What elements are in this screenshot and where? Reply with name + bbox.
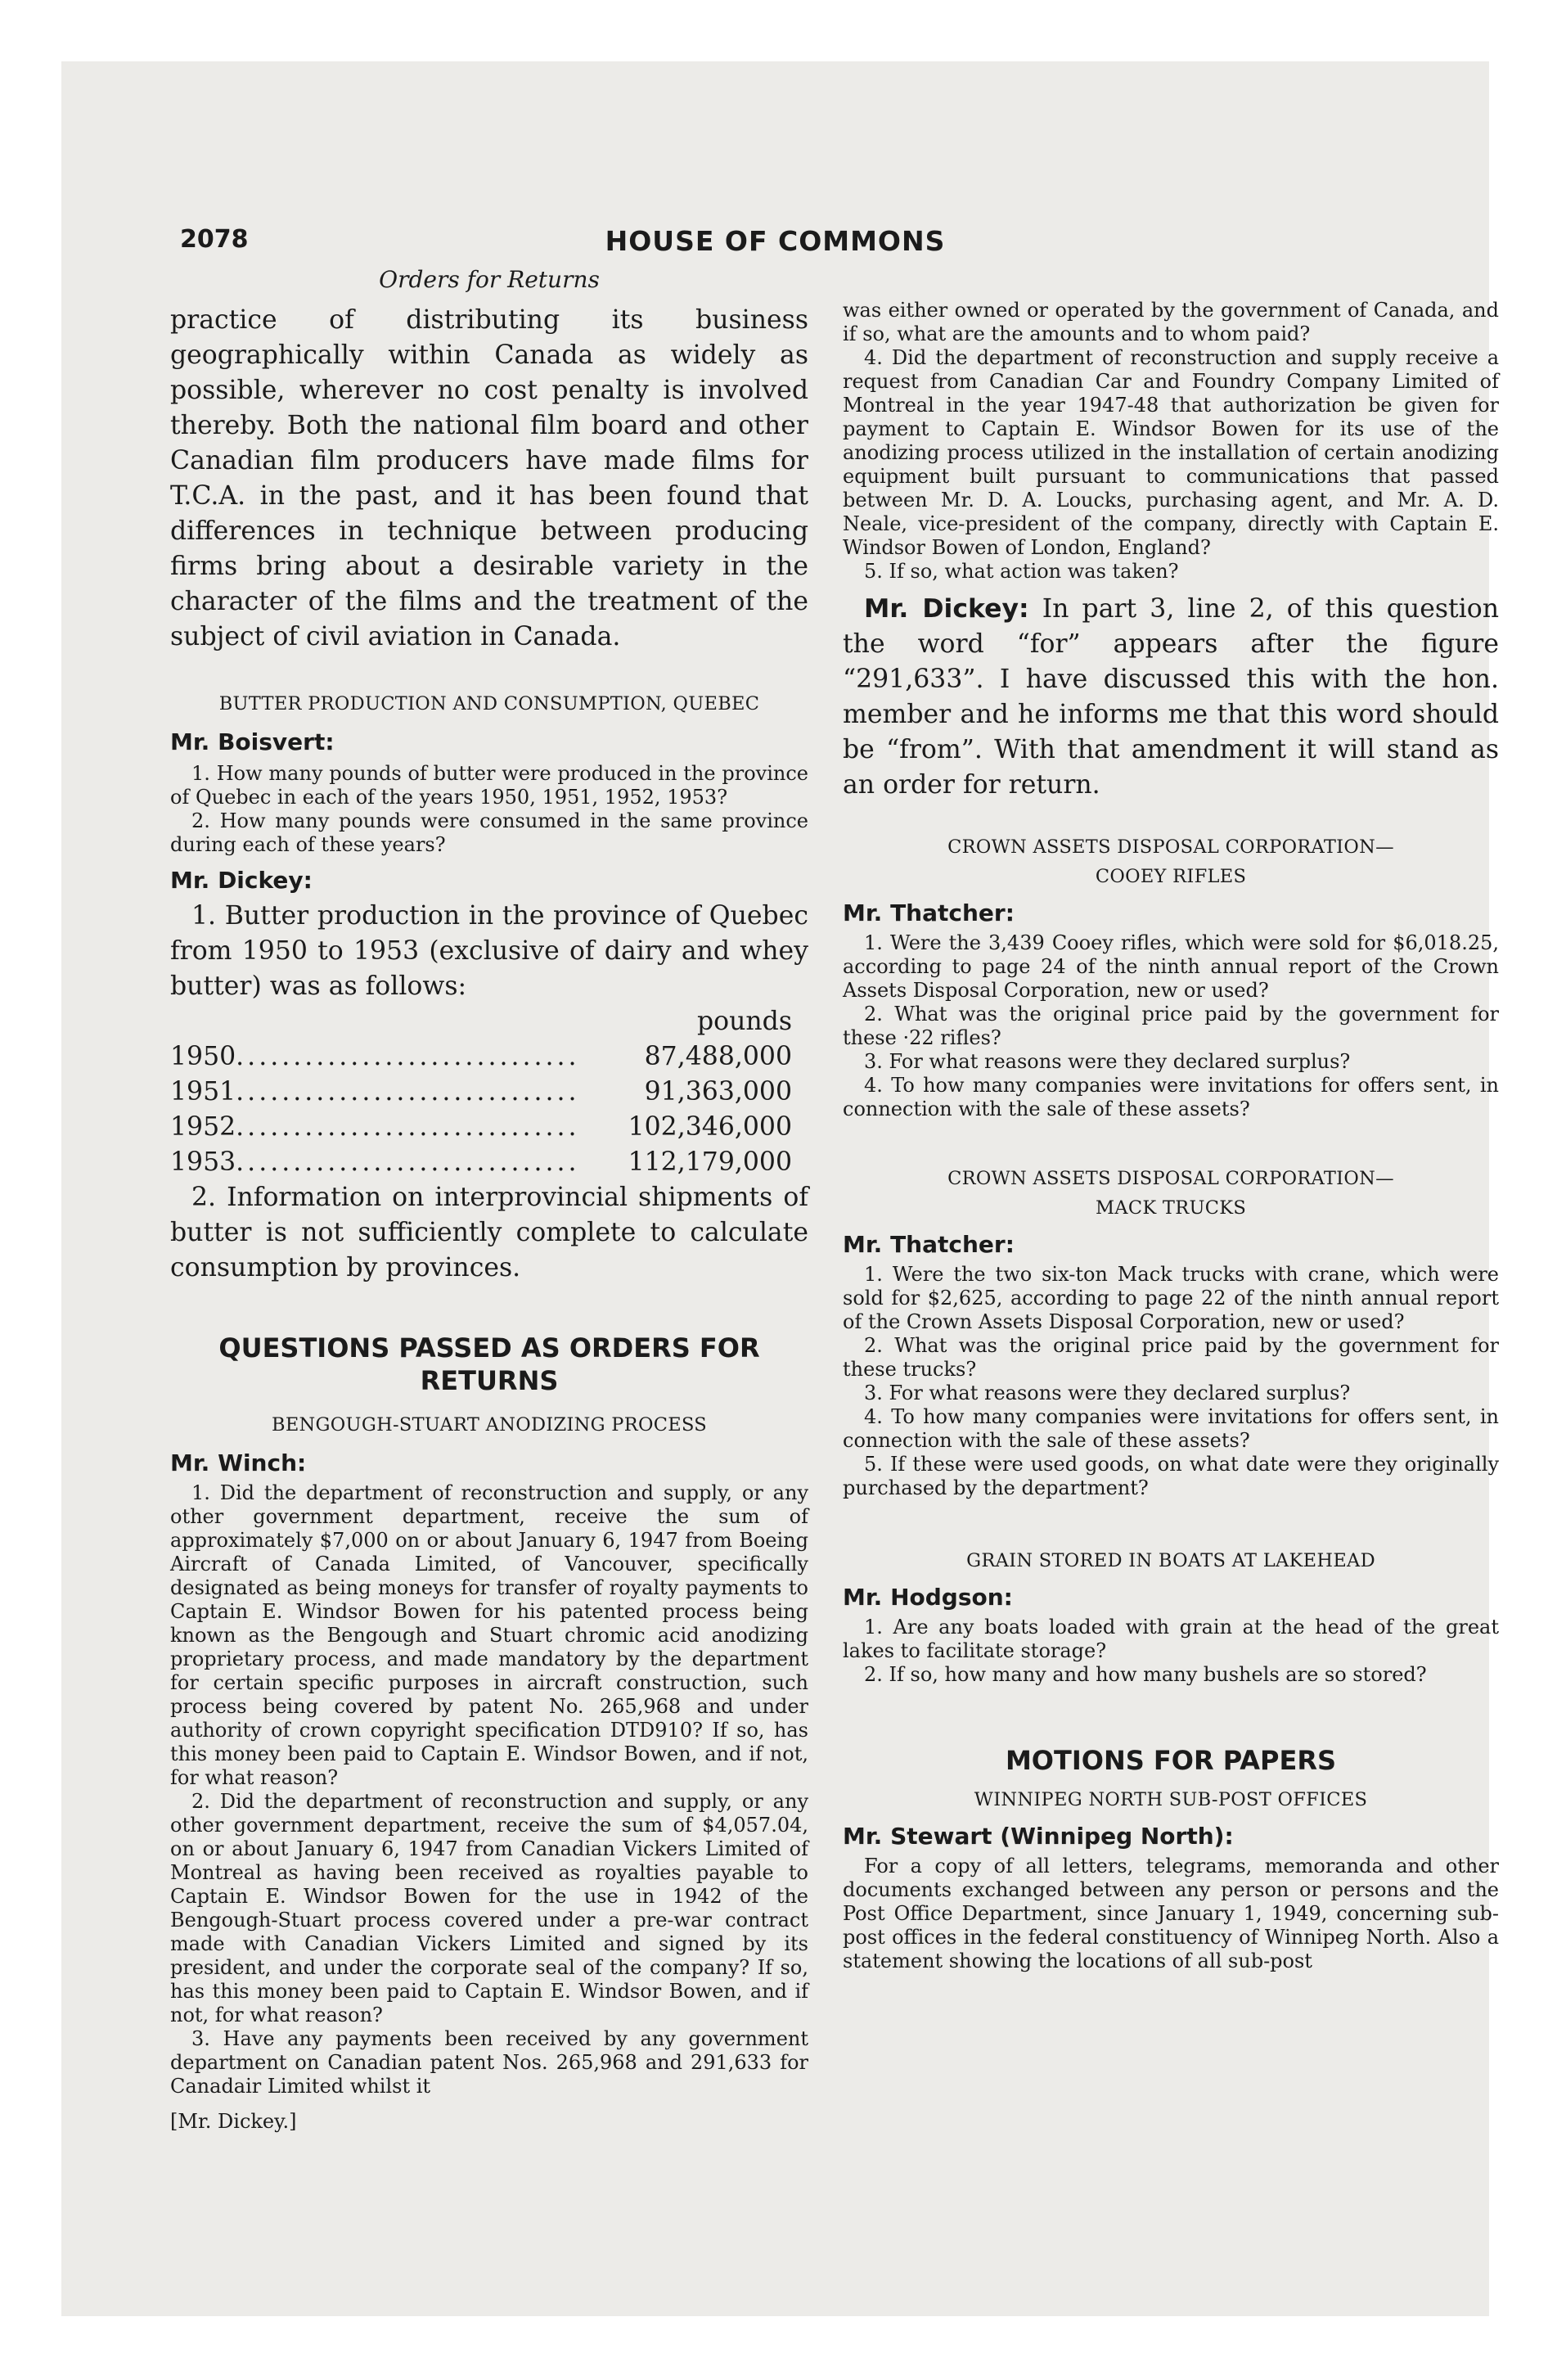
table-row: [170, 1039, 792, 1075]
table-year: 1951: [170, 1077, 236, 1107]
table-value: 112,179,000: [628, 1147, 792, 1177]
butter-heading: BUTTER PRODUCTION AND CONSUMPTION, QUEBEC: [218, 693, 760, 714]
dickey-answer-1: 1. Butter production in the province of Quebec from 1950 to 1953 (exclusive of dairy and whey butter) was as follows:: [170, 901, 808, 1001]
cooey-heading-line1: CROWN ASSETS DISPOSAL CORPORATION—: [947, 836, 1394, 858]
butter-production-table: [170, 1004, 792, 1180]
winch-question-5: 5. If so, what action was taken?: [864, 560, 1179, 583]
leader-dots: ..............................: [236, 1147, 580, 1177]
dickey-statement-text: In part 3, line 2, of this question the word “for” appears after the figure “291,633”. I have discussed this with the hon. member and he informs me that this word should be “from”. With that amendment it will stand as an order for return.: [843, 594, 1499, 800]
running-header: [61, 225, 1489, 266]
left-column: [170, 266, 808, 2133]
leader-dots: ..............................: [236, 1077, 580, 1107]
speaker-boisvert: Mr. Boisvert:: [170, 728, 335, 755]
grain-heading: GRAIN STORED IN BOATS AT LAKEHEAD: [966, 1550, 1375, 1571]
stewart-motion: For a copy of all letters, telegrams, memoranda and other documents exchanged between any person or persons and the Post Office Department, since January 1, 1949, concerning sub-post offices in the federal constituency of Winnipeg North. Also a statement showing the locations of all sub-post: [843, 1855, 1499, 1972]
speaker-stewart: Mr. Stewart (Winnipeg North):: [843, 1823, 1234, 1850]
speaker-thatcher: Mr. Thatcher:: [843, 1231, 1015, 1258]
table-value: 91,363,000: [644, 1077, 792, 1107]
intro-paragraph: practice of distributing its business geographically within Canada as widely as possible, wherever no cost penalty is involved thereby. Both the national film board and other Canadian film producers have made films for T.C.A. in the past, and it has been found that differences in technique between producing firms bring about a desirable variety in the character of the films and the treatment of the subject of civil aviation in Canada.: [170, 305, 808, 651]
table-year: 1953: [170, 1147, 236, 1177]
mack-heading-line2: MACK TRUCKS: [1095, 1197, 1247, 1219]
mack-heading-line1: CROWN ASSETS DISPOSAL CORPORATION—: [947, 1168, 1394, 1189]
speaker-hodgson: Mr. Hodgson:: [843, 1584, 1013, 1611]
winch-question-4: 4. Did the department of reconstruction and supply receive a request from Canadian Car and Foundry Company Limited of Montreal in the year 1947-48 that authorization be given for payment to Captain E. Windsor Bowen for its use of the anodizing process utilized in the installation of certain anodizing equipment built pursuant to communications that passed between Mr. D. A. Loucks, purchasing agent, and Mr. A. D. Neale, vice-president of the company, directly with Captain E. Windsor Bowen of London, England?: [843, 346, 1499, 559]
bengough-heading: BENGOUGH-STUART ANODIZING PROCESS: [271, 1414, 707, 1436]
table-year: 1952: [170, 1112, 236, 1142]
section-subtitle: Orders for Returns: [379, 266, 600, 293]
cooey-question-3: 3. For what reasons were they declared surplus?: [864, 1050, 1351, 1073]
table-value: 87,488,000: [644, 1042, 792, 1071]
mack-question-4: 4. To how many companies were invitations for offers sent, in connection with the sale of these assets?: [843, 1405, 1499, 1452]
questions-heading: QUESTIONS PASSED AS ORDERS FOR RETURNS: [218, 1332, 760, 1396]
page-number: 2078: [180, 225, 249, 254]
table-row: [170, 1075, 792, 1110]
mack-question-3: 3. For what reasons were they declared surplus?: [864, 1382, 1351, 1404]
leader-dots: ..............................: [236, 1042, 580, 1071]
table-value: 102,346,000: [628, 1112, 792, 1142]
speaker-dickey: Mr. Dickey:: [170, 867, 313, 894]
winnipeg-heading: WINNIPEG NORTH SUB-POST OFFICES: [974, 1789, 1368, 1810]
table-row: [170, 1145, 792, 1180]
grain-question-2: 2. If so, how many and how many bushels are so stored?: [864, 1663, 1427, 1686]
cooey-question-4: 4. To how many companies were invitations for offers sent, in connection with the sale of these assets?: [843, 1074, 1499, 1120]
cooey-question-2: 2. What was the original price paid by the government for these ·22 rifles?: [843, 1003, 1499, 1049]
footer-speaker: [Mr. Dickey.]: [170, 2110, 297, 2133]
dickey-statement: [843, 592, 1499, 803]
winch-question-2: 2. Did the department of reconstruction and supply, or any other government department, receive the sum of $4,057.04, on or about January 6, 1947 from Canadian Vickers Limited of Montreal as having been received as royalties payable to Captain E. Windsor Bowen for the use in 1942 of the Bengough-Stuart process covered under a pre-war contract made with Canadian Vickers Limited and signed by its president, and under the corporate seal of the company? If so, has this money been paid to Captain E. Windsor Bowen, and if not, for what reason?: [170, 1790, 808, 2026]
grain-question-1: 1. Are any boats loaded with grain at the head of the great lakes to facilitate storage?: [843, 1616, 1499, 1662]
boisvert-question-1: 1. How many pounds of butter were produced in the province of Quebec in each of the years 1950, 1951, 1952, 1953?: [170, 762, 808, 809]
boisvert-question-2: 2. How many pounds were consumed in the same province during each of these years?: [170, 809, 808, 856]
table-unit-row: [170, 1004, 792, 1039]
table-unit-label: pounds: [696, 1007, 792, 1036]
cooey-heading-line2: COOEY RIFLES: [1095, 866, 1247, 887]
leader-dots: ..............................: [236, 1112, 580, 1142]
motions-heading: MOTIONS FOR PAPERS: [1005, 1745, 1337, 1776]
speaker-winch: Mr. Winch:: [170, 1449, 307, 1476]
cooey-question-1: 1. Were the 3,439 Cooey rifles, which were sold for $6,018.25, according to page 24 of the ninth annual report of the Crown Assets Disposal Corporation, new or used?: [843, 931, 1499, 1002]
table-row: [170, 1110, 792, 1145]
speaker-dickey-right: Mr. Dickey:: [864, 594, 1029, 624]
mack-question-5: 5. If these were used goods, on what date were they originally purchased by the department?: [843, 1453, 1499, 1499]
winch-question-1: 1. Did the department of reconstruction and supply, or any other government department, receive the sum of approximately $7,000 on or about January 6, 1947 from Boeing Aircraft of Canada Limited, of Vancouver, specifically designated as being moneys for transfer of royalty payments to Captain E. Windsor Bowen for his patented process being known as the Bengough and Stuart chromic acid anodizing proprietary process, and made mandatory by the department for certain specific purposes in aircraft construction, such process being covered by patent No. 265,968 and under authority of crown copyright specification DTD910? If so, has this money been paid to Captain E. Windsor Bowen, and if not, for what reason?: [170, 1481, 808, 1789]
journal-title: HOUSE OF COMMONS: [605, 225, 946, 257]
speaker-thatcher: Mr. Thatcher:: [843, 899, 1015, 926]
winch-question-3-cont: was either owned or operated by the government of Canada, and if so, what are the amounts and to whom paid?: [843, 299, 1499, 345]
mack-question-2: 2. What was the original price paid by the government for these trucks?: [843, 1334, 1499, 1381]
mack-question-1: 1. Were the two six-ton Mack trucks with crane, which were sold for $2,625, according to page 22 of the ninth annual report of the Crown Assets Disposal Corporation, new or used?: [843, 1263, 1499, 1333]
winch-question-3: 3. Have any payments been received by any government department on Canadian patent Nos. 265,968 and 291,633 for Canadair Limited whilst it: [170, 2027, 808, 2098]
table-year: 1950: [170, 1042, 236, 1071]
right-column: [843, 299, 1499, 1973]
page-sheet: [61, 61, 1499, 2316]
dickey-answer-2: 2. Information on interprovincial shipments of butter is not sufficiently complete to calculate consumption by provinces.: [170, 1183, 808, 1282]
